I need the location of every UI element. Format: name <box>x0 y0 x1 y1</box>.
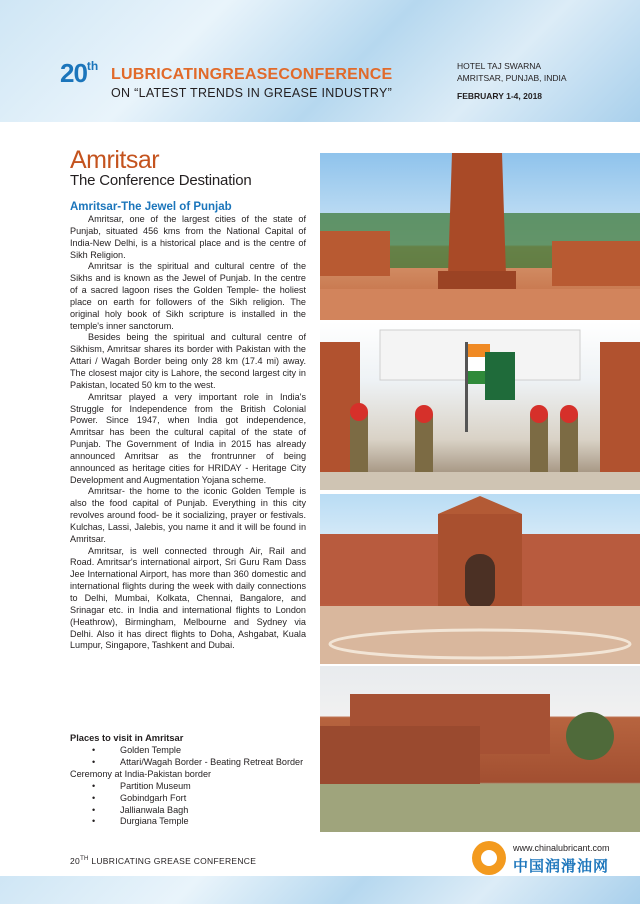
page-title: Amritsar <box>70 146 160 174</box>
places-heading: Places to visit in Amritsar <box>70 733 184 743</box>
paragraph: Amritsar, is well connected through Air, Rail and Road. Amritsar's international airport, Sri Guru Ram Dass Jee International Airport, has more than 360 domestic and international flights during the week with daily connections to Delhi, Mumbai, Kolkata, Chennai, Bangalore, and Srinagar etc. in India and international flights to London (Heathrow), Birmingham, Melbourne and Sydney via Delhi. Also it has direct flights to Doha, Ashgabat, Kuala Lumpur, Singapore, Tashkent and Dubai. <box>70 545 306 651</box>
museum-illustration <box>320 494 640 664</box>
paragraph: Amritsar played a very important role in India's Struggle for Independence from the British Colonial Power. Since 1947, when India got independence, Amritsar has been the cultural capital of the state of Punjab. The Government of India in 2015 has already announced Amritsar as the frontrunner of being announced as heritage cities for HRIDAY - Heritage City Development and Augmentation Yojana scheme. <box>70 391 306 485</box>
photo-jallianwala-memorial <box>320 153 640 320</box>
border-ceremony-illustration <box>320 322 640 490</box>
list-item: • Gobindgarh Fort <box>70 793 310 805</box>
page-subtitle: The Conference Destination <box>70 172 252 189</box>
conference-subtitle: ON “LATEST TRENDS IN GREASE INDUSTRY” <box>111 86 393 100</box>
venue-location: AMRITSAR, PUNJAB, INDIA <box>457 73 567 83</box>
paragraph: Amritsar is the spiritual and cultural centre of the Sikhs and is known as the Jewel of Punjab. In the centre of a sacred lagoon rises the Golden Temple- the holiest place on earth for followers of the Sikh religion. The original holy book of Sikh scripture is installed in the temple's inner sanctorum. <box>70 261 306 331</box>
places-list <box>70 745 310 828</box>
header-banner <box>0 0 640 122</box>
paragraph: Besides being the spiritual and cultural centre of Sikhism, Amritsar shares its border with Pakistan with the Attari / Wagah Border being only 28 km (17.4 mi) away. The closest major city is Lahore, the second largest city in Pakistan, located 50 km to the west. <box>70 332 306 390</box>
list-item: • Durgiana Temple <box>70 816 310 828</box>
paragraph: Amritsar- the home to the iconic Golden Temple is also the food capital of Punjab. Everything in this city revolves around food- be it socializing, prayer or festivals. Kulchas, Lassi, Jalebis, you name it and it will be found in Amritsar. <box>70 486 306 544</box>
chinalubricant-logo-icon <box>472 841 506 875</box>
memorial-illustration <box>320 153 640 320</box>
logo-chinese-name: 中国润滑油网 <box>513 858 610 875</box>
conference-number: 20th <box>60 58 99 88</box>
photo-wagah-border <box>320 322 640 490</box>
list-item: • Attari/Wagah Border - Beating Retreat Border <box>70 757 310 769</box>
conference-dates: FEBRUARY 1-4, 2018 <box>457 91 543 101</box>
footer-conference-label: 20TH LUBRICATING GREASE CONFERENCE <box>70 856 257 866</box>
venue-hotel: HOTEL TAJ SWARNA <box>457 61 542 71</box>
list-item-continuation: Ceremony at India-Pakistan border <box>70 768 212 779</box>
fort-illustration <box>320 666 640 832</box>
section-heading: Amritsar-The Jewel of Punjab <box>70 201 232 213</box>
venue <box>457 60 567 84</box>
list-item: • Partition Museum <box>70 781 310 793</box>
photo-gobindgarh-fort <box>320 666 640 832</box>
conference-title: LUBRICATINGREASECONFERENCE <box>111 66 393 83</box>
logo-url: www.chinalubricant.com <box>513 843 610 853</box>
footer-banner <box>0 876 640 904</box>
article-body <box>70 214 306 652</box>
paragraph: Amritsar, one of the largest cities of the state of Punjab, situated 456 kms from the National Capital of India-New Delhi, is a historical place and is the centre of Sikh Religion. <box>70 214 306 260</box>
list-item: • Jallianwala Bagh <box>70 805 310 817</box>
list-item: • Golden Temple <box>70 745 310 757</box>
photo-partition-museum <box>320 494 640 664</box>
